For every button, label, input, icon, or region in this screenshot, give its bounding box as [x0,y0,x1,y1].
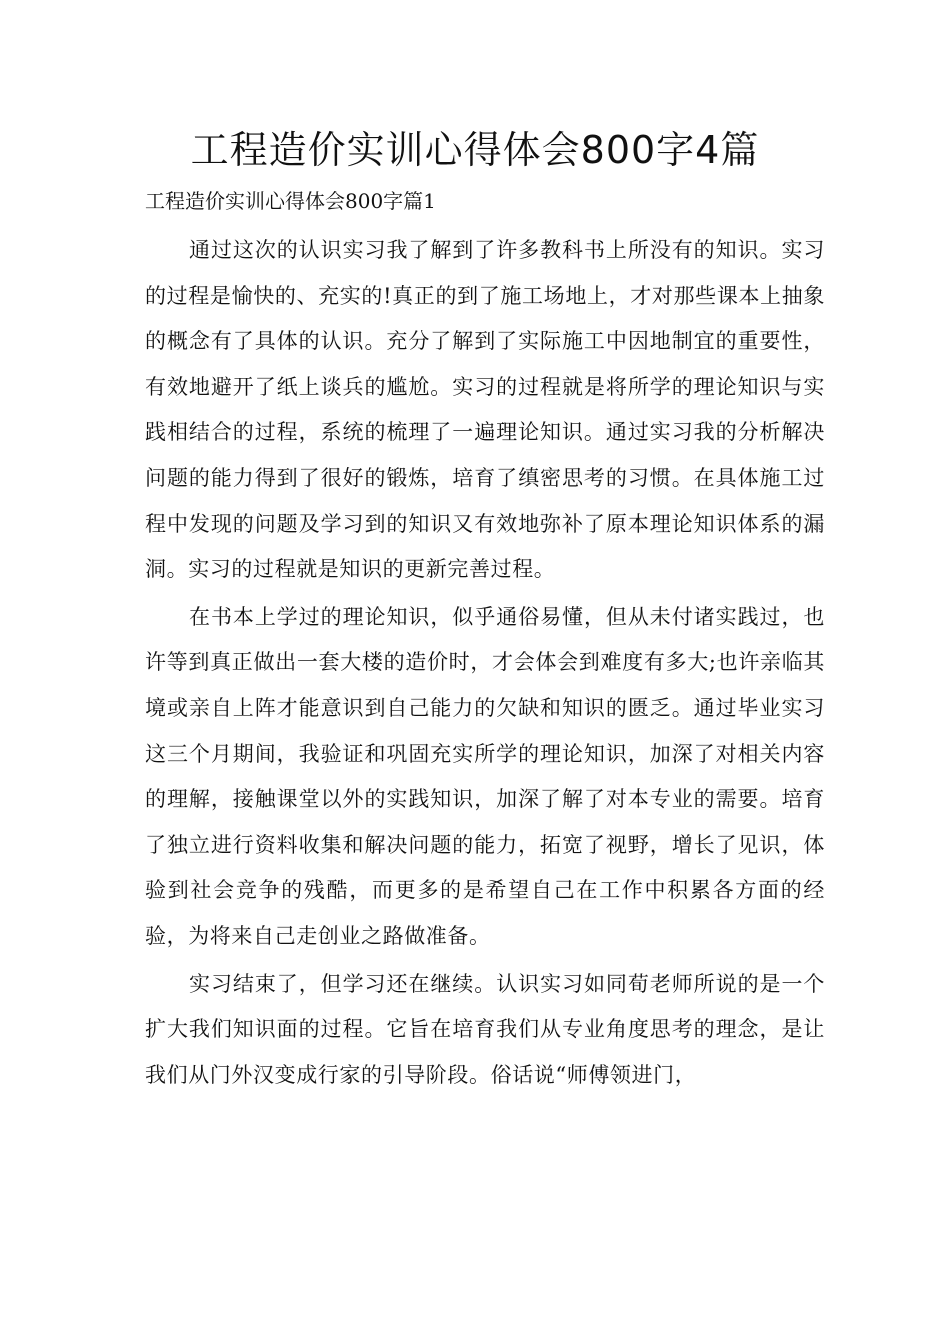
paragraph-3: 实习结束了，但学习还在继续。认识实习如同荀老师所说的是一个扩大我们知识面的过程。它旨在培育我们从专业角度思考的理念，是让我们从门外汉变成行家的引导阶段。俗话说“师傅领进门， [145,971,825,1087]
paragraph-2: 在书本上学过的理论知识，似乎通俗易懂，但从未付诸实践过，也许等到真正做出一套大楼的造价时，才会体会到难度有多大;也许亲临其境或亲自上阵才能意识到自己能力的欠缺和知识的匮乏。通过毕业实习这三个月期间，我验证和巩固充实所学的理论知识，加深了对相关内容的理解，接触课堂以外的实践知识，加深了解了对本专业的需要。培育了独立进行资料收集和解决问题的能力，拓宽了视野，增长了见识，体验到社会竞争的残酷，而更多的是希望自己在工作中积累各方面的经验，为将来自己走创业之路做准备。 [145,604,825,948]
section-heading: 工程造价实训心得体会800字篇1 [145,189,436,213]
document-title: 工程造价实训心得体会800字4篇 [190,128,760,172]
document-body [145,228,825,1100]
paragraph-1: 通过这次的认识实习我了解到了许多教科书上所没有的知识。实习的过程是愉快的、充实的!真正的到了施工场地上，才对那些课本上抽象的概念有了具体的认识。充分了解到了实际施工中因地制宜的重要性，有效地避开了纸上谈兵的尴尬。实习的过程就是将所学的理论知识与实践相结合的过程，系统的梳理了一遍理论知识。通过实习我的分析解决问题的能力得到了很好的锻炼，培育了缜密思考的习惯。在具体施工过程中发现的问题及学习到的知识又有效地弥补了原本理论知识体系的漏洞。实习的过程就是知识的更新完善过程。 [145,238,825,582]
